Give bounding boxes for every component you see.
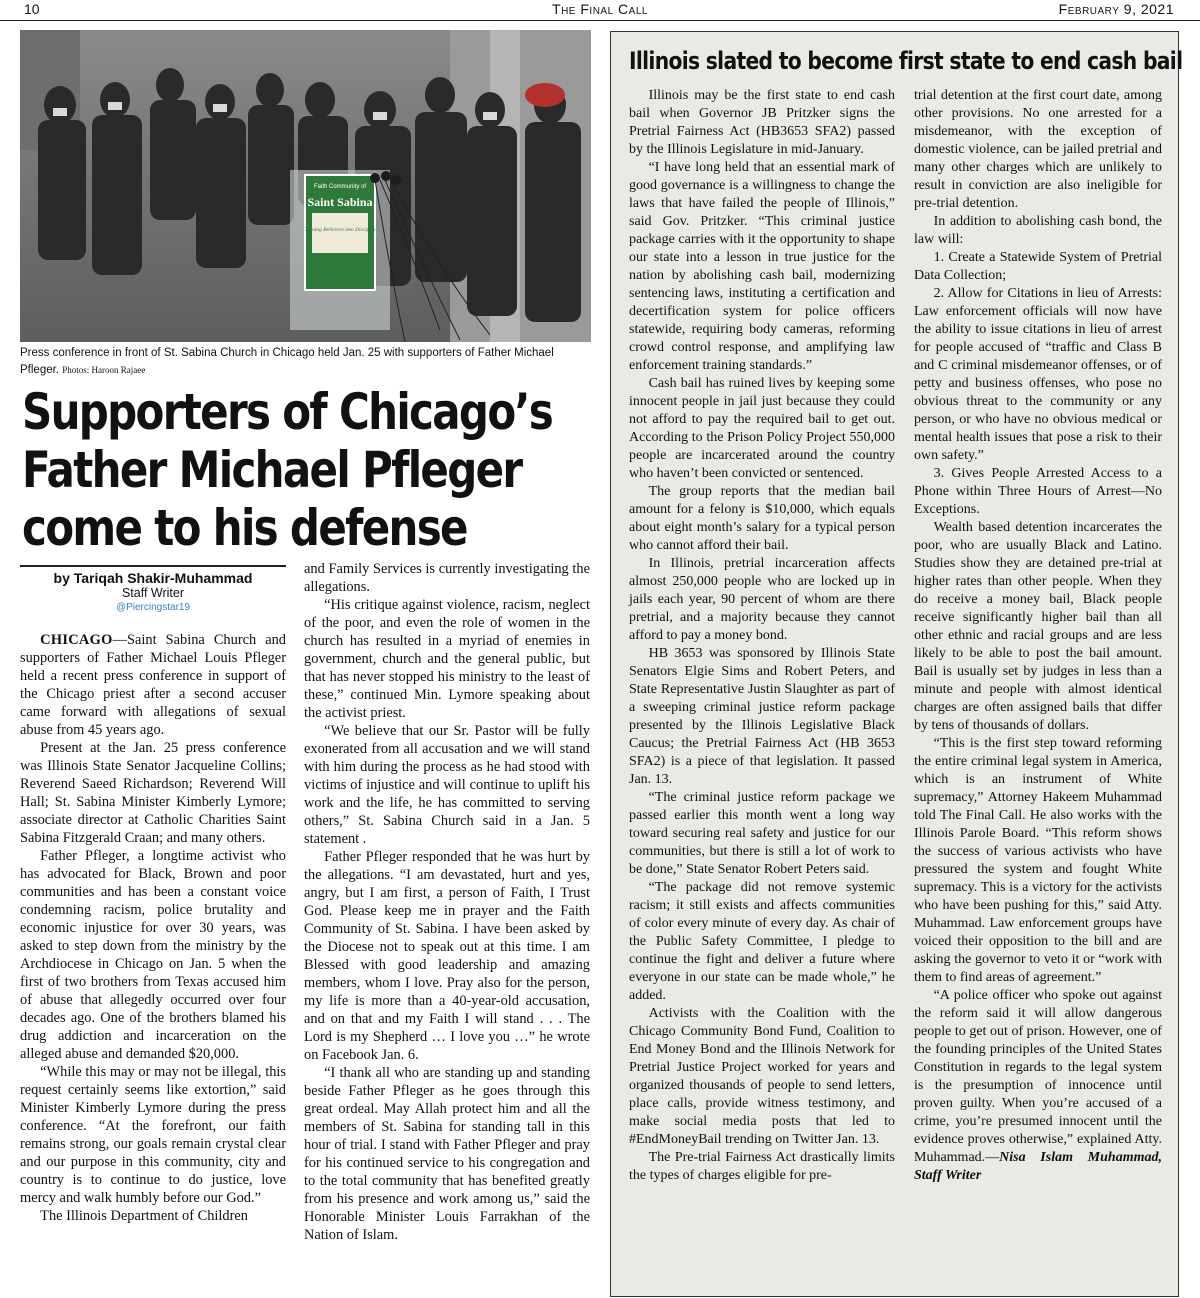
headline-line-2: Father Michael Pfleger (22, 441, 522, 499)
article-paragraph-continued: and Family Services is currently investigating the allegations. (304, 561, 590, 595)
sidebar-paragraph-continued: trial detention at the first court date, among other provisions. No one arrested for a misdemeanor, with the exception of domestic violence, can be jailed pretrial and many other charges which are unlikely to result in conviction are also ineligible for pre-trial detention. (914, 88, 1162, 211)
page-folio (0, 0, 1200, 21)
sidebar-paragraph: Illinois may be the first state to end cash bail when Governor JB Pritzker signs the Pretrial Fairness Act (HB3653 SFA2) passed by the Illinois Legislature in mid-January. (629, 88, 895, 157)
article-paragraph: The Illinois Department of Children (40, 1208, 248, 1224)
article-column-1 (20, 631, 286, 1225)
sidebar-column-1 (629, 87, 895, 1185)
press-conference-photo (20, 30, 591, 342)
article-paragraph: “While this may or may not be illegal, this request certainly seems like extortion,” said Minister Kimberly Lymore during the press conference. “At the forefront, our faith remains strong, our goals remain crystal clear and our purpose in this community, city and country is to continue to do justice, love mercy and walk humbly before our God.” (20, 1064, 286, 1206)
article-paragraph: CHICAGO—Saint Sabina Church and supporters of Father Michael Louis Pfleger held a recent press conference in support of the Chicago priest after a second accuser came forward with allegations of sexual abuse from 45 years ago. (20, 632, 286, 738)
sidebar-story (610, 31, 1183, 1297)
photo-credit: Photos: Haroon Rajaee (62, 365, 146, 375)
sign-text-top: Faith Community of (313, 184, 367, 190)
article-paragraph: “His critique against violence, racism, neglect of the poor, and even the role of women in the church has resulted in a myriad of enemies in government, church and the general public, but that has never stopped his ministry to the least of these,” continued Min. Lymore speaking about the activist priest. (304, 597, 590, 721)
issue-date: February 9, 2021 (1058, 1, 1174, 17)
article-headline (22, 383, 553, 557)
sign-text-main: Saint Sabina (307, 195, 373, 209)
sidebar-paragraph: The Pre-trial Fairness Act drastically limits the types of charges eligible for pre- (629, 1150, 895, 1183)
sidebar-paragraph: The group reports that the median bail amount for a felony is $10,000, which equals about eight month’s salary for a typical person who cannot afford their bail. (629, 484, 895, 553)
publication-name: The Final Call (552, 1, 648, 17)
article-paragraph: Present at the Jan. 25 press conference was Illinois State Senator Jacqueline Collins; Reverend Saeed Richardson; Reverend Will Hall; St. Sabina Minister Kimberly Lymore; associate director at Catholic Charities Saint Sabina Fitzgerald Craan; and many others. (20, 740, 286, 846)
article-paragraph: “I thank all who are standing up and standing beside Father Pfleger as he goes through this great ordeal. May Allah protect him and all the members of St. Sabina for standing tall in this hour of trial. I stand with Father Pfleger and pray for his continued service to his congregation and to the total community that has benefited greatly from his presence and work among us,” said the Honorable Minister Louis Farrakhan of the Nation of Islam. (304, 1065, 590, 1243)
byline-author: by Tariqah Shakir-Muhammad (53, 570, 253, 586)
sidebar-list-item: 3. Gives People Arrested Access to a Phone within Three Hours of Arrest—No Exceptions. (914, 466, 1162, 517)
headline-line-1: Supporters of Chicago’s (22, 383, 553, 441)
sidebar-paragraph-final: “A police officer who spoke out against the reform said it will allow dangerous people to get out of prison. However, one of the founding principles of the United States Constitution in regards to the legal system is the presumption of innocence until proven guilty. When you’re accused of a crime, you’re presumed innocent until the evidence proves otherwise,” explained Atty. Muhammad.—Nisa Islam Muhammad, Staff Writer (914, 988, 1162, 1183)
sidebar-paragraph: “I have long held that an essential mark of good governance is a willingness to change the laws that have failed the people of Illinois,” said Gov. Pritzker. “This criminal justice package carries with it the opportunity to shape our state into a lesson in true justice for the nation by abolishing cash bail, modernizing sentencing laws, instituting a certification and decertification system for police officers statewide, requiring body cameras, reforming crowd control response, and amplifying law enforcement training standards.” (629, 160, 895, 373)
byline-role: Staff Writer (121, 586, 185, 600)
article-paragraph: Father Pfleger responded that he was hurt by the allegations. “I am devastated, hurt and yes, angry, but I am first, a person of Faith, I Trust God. Please keep me in prayer and the Faith Community of St. Sabina. I have been asked by the Diocese not to speak out at this time. I am Blessed with good leadership and amazing members, whom I love. Pray also for the person, my life is more than a 40-year-old accusation, and on that and my Faith I will stand . . . The Lord is my Shepherd … I love you …” he wrote on Facebook Jan. 6. (304, 849, 590, 1063)
article-column-2 (304, 560, 590, 1244)
sidebar-paragraph: “This is the first step toward reforming the entire criminal legal system in America, which is an instrument of White supremacy,” Attorney Hakeem Muhammad told The Final Call. He also works with the Illinois Parole Board. “This reform shows the success of various activists who have pressured the system and fought White supremacy. This is a victory for the activists who have been pushing for this,” said Atty. Muhammad. Law enforcement groups have voiced their opposition to the bill and are asking the governor to veto it or “work with them to find areas of agreement.” (914, 736, 1162, 985)
sidebar-paragraph: “The package did not remove systemic racism; it still exists and affects communities of color every minute of every day. As chair of the Public Safety Committee, I pledge to continue the fight and deliver a future where everyone in our state can be made whole,” he added. (629, 880, 895, 1003)
sidebar-paragraph: Cash bail has ruined lives by keeping some innocent people in jail just because they could not afford to pay the required bail to get out. According to the Prison Policy Project 550,000 people are incarcerated around the country who haven’t been convicted or sentenced. (629, 376, 895, 481)
sidebar-signature: Nisa Islam Muhammad, Staff Writer (914, 1150, 1162, 1183)
dateline: CHICAGO (40, 632, 113, 648)
page-number: 10 (24, 1, 40, 17)
byline (20, 565, 286, 613)
article-paragraph: “We believe that our Sr. Pastor will be fully exonerated from all accusation and we will stand with him during the process as he had stood with victims of injustice and will continue to uplift his work and the life, he has committed to serving others,” St. Sabina Church said in a Jan. 5 statement . (304, 723, 590, 847)
sidebar-column-2 (914, 87, 1162, 1185)
sidebar-headline: Illinois slated to become first state to end cash bail (629, 47, 1183, 75)
caption-text: Press conference in front of St. Sabina Church in Chicago held Jan. 25 with supporters of Father Michael Pfleger. (20, 347, 554, 376)
sidebar-paragraph: HB 3653 was sponsored by Illinois State Senators Elgie Sims and Robert Peters, and State Representative Justin Slaughter as part of a sweeping criminal justice reform package presented by the Illinois Legislative Black Caucus; the Pretrial Fairness Act (HB 3653 SFA2) is a piece of that legislation. It passed Jan. 13. (629, 646, 895, 787)
sidebar-list-item: 1. Create a Statewide System of Pretrial Data Collection; (914, 250, 1162, 283)
sidebar-paragraph: In addition to abolishing cash bond, the law will: (914, 214, 1162, 247)
headline-line-3: come to his defense (22, 499, 467, 557)
sidebar-paragraph: Activists with the Coalition with the Chicago Community Bond Fund, Coalition to End Money Bond and the Illinois Network for Pretrial Justice Project worked for years and organized thousands of people to send letters, place calls, provide witness testimony, and make social media posts that led to #EndMoneyBail trending on Twitter Jan. 13. (629, 1006, 895, 1147)
photo-caption (20, 345, 591, 379)
article-paragraph: Father Pfleger, a longtime activist who has advocated for Black, Brown and poor communities and has been a constant voice condemning racism, police brutality and economic injustice for over 30 years, was asked to step down from the ministry by the Archdiocese in Chicago on Jan. 5 when the first of two brothers from Texas accused him of abuse that allegedly occurred over four decades ago. One of the brothers blamed his drug addiction and incarceration on the alleged abuse and demanded $20,000. (20, 848, 286, 1062)
sidebar-paragraph: In Illinois, pretrial incarceration affects almost 250,000 people who are locked up in jails each year, 90 percent of whom are there pretrial, and a majority because they cannot afford to pay a money bond. (629, 556, 895, 643)
sidebar-list-item: 2. Allow for Citations in lieu of Arrests: Law enforcement officials will now have the ability to issue citations in lieu of arrest for people accused of “traffic and Class B and C criminal misdemeanor offenses, or of petty and business offenses, who pose no obvious threat to the community or any person, or who have no obvious medical or mental health issues that pose a risk to their own safety.” (914, 286, 1162, 463)
author-social-handle[interactable]: @Piercingstar19 (115, 602, 191, 613)
sidebar-paragraph: “The criminal justice reform package we passed earlier this month went a long way toward securing real safety and justice for our communities, but there is still a lot of work to be done,” State Senator Robert Peters said. (629, 790, 895, 877)
sidebar-paragraph: Wealth based detention incarcerates the poor, who are usually Black and Latino. Studies show they are detained pre-trial at higher rates than other people. When they do receive a money bail, Black people receive significantly higher bail than all other ethnic and racial groups and are less likely to be able to post the bail amount. Bail is usually set by judges in less than a minute and people with almost identical charges are often assigned bails that differ by tens of thousands of dollars. (914, 520, 1162, 733)
sign-text-motto: Turning Believers into Disciples (304, 227, 376, 233)
